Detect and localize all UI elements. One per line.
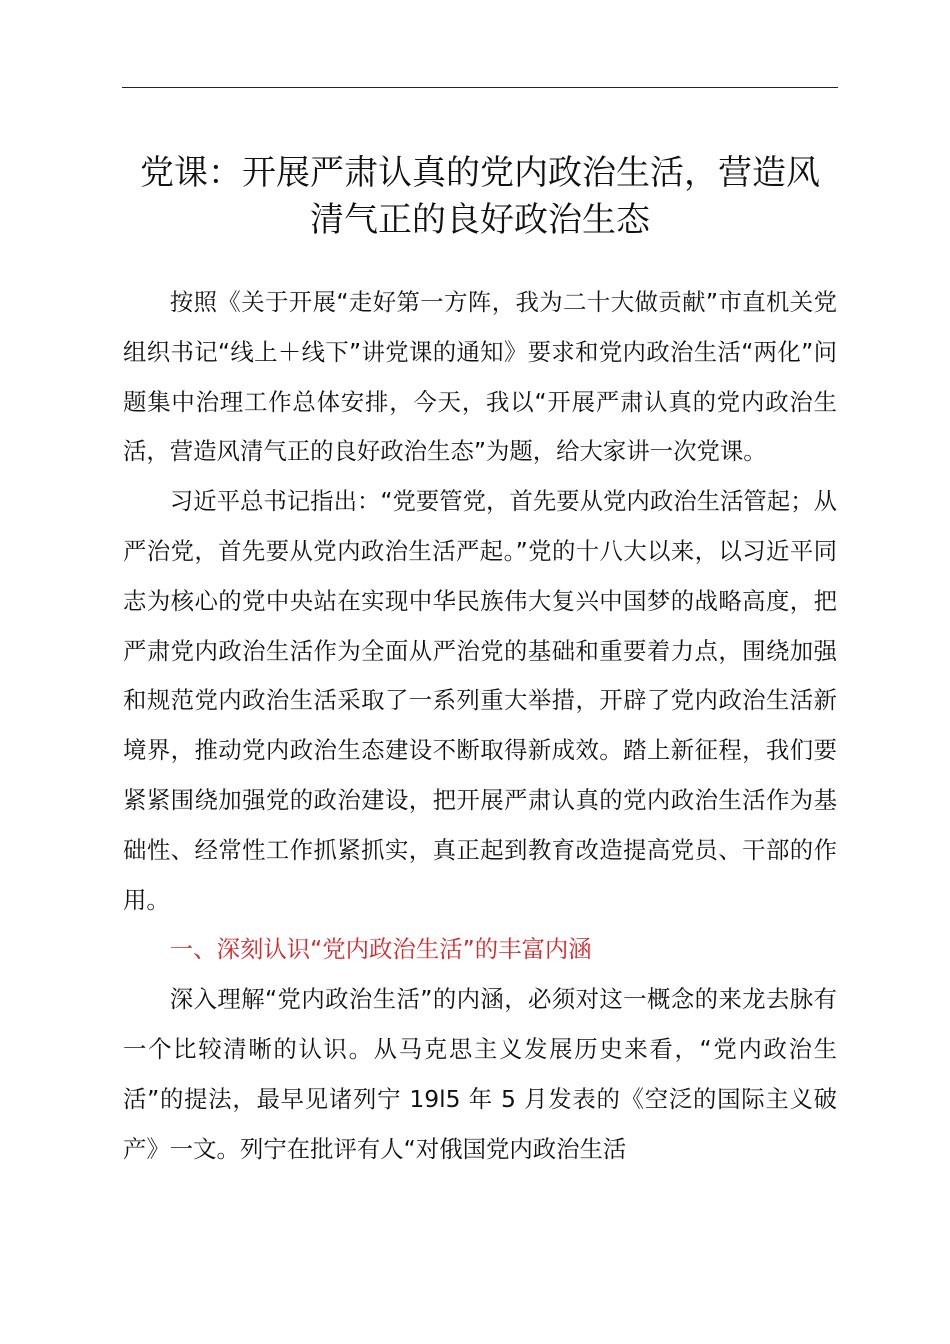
paragraph-intro: 按照《关于开展“走好第一方阵，我为二十大做贡献”市直机关党组织书记“线上＋线下”讲党课的通知》要求和党内政治生活“两化”问题集中治理工作总体安排，今天，我以“开展严肃认真的党内政治生活，营造风清气正的良好政治生态”为题，给大家讲一次党课。 bbox=[123, 288, 837, 466]
header-rule bbox=[122, 87, 838, 88]
paragraph-quote: 习近平总书记指出：“党要管党，首先要从党内政治生活管起；从严治党，首先要从党内政治生活严起。”党的十八大以来，以习近平同志为核心的党中央站在实现中华民族伟大复兴中国梦的战略高度，把严肃党内政治生活作为全面从严治党的基础和重要着力点，围绕加强和规范党内政治生活采取了一系列重大举措，开辟了党内政治生活新境界，推动党内政治生态建设不断取得新成效。踏上新征程，我们要紧紧围绕加强党的政治建设，把开展严肃认真的党内政治生活作为基础性、经常性工作抓紧抓实，真正起到教育改造提高党员、干部的作用。 bbox=[123, 487, 837, 914]
document-title bbox=[110, 150, 850, 244]
section-heading-1: 一、深刻认识“党内政治生活”的丰富内涵 bbox=[169, 935, 592, 964]
document-body bbox=[123, 278, 837, 1174]
title-line-1: 党课：开展严肃认真的党内政治生活，营造风 bbox=[140, 153, 820, 193]
title-line-2: 清气正的良好政治生态 bbox=[310, 200, 650, 240]
paragraph-section-1: 深入理解“党内政治生活”的内涵，必须对这一概念的来龙去脉有一个比较清晰的认识。从马克思主义发展历史来看，“党内政治生活”的提法，最早见诸列宁 19l5 年 5 月发表的《空泛的国际主义破产》一文。列宁在批评有人“对俄国党内政治生活 bbox=[123, 985, 837, 1163]
